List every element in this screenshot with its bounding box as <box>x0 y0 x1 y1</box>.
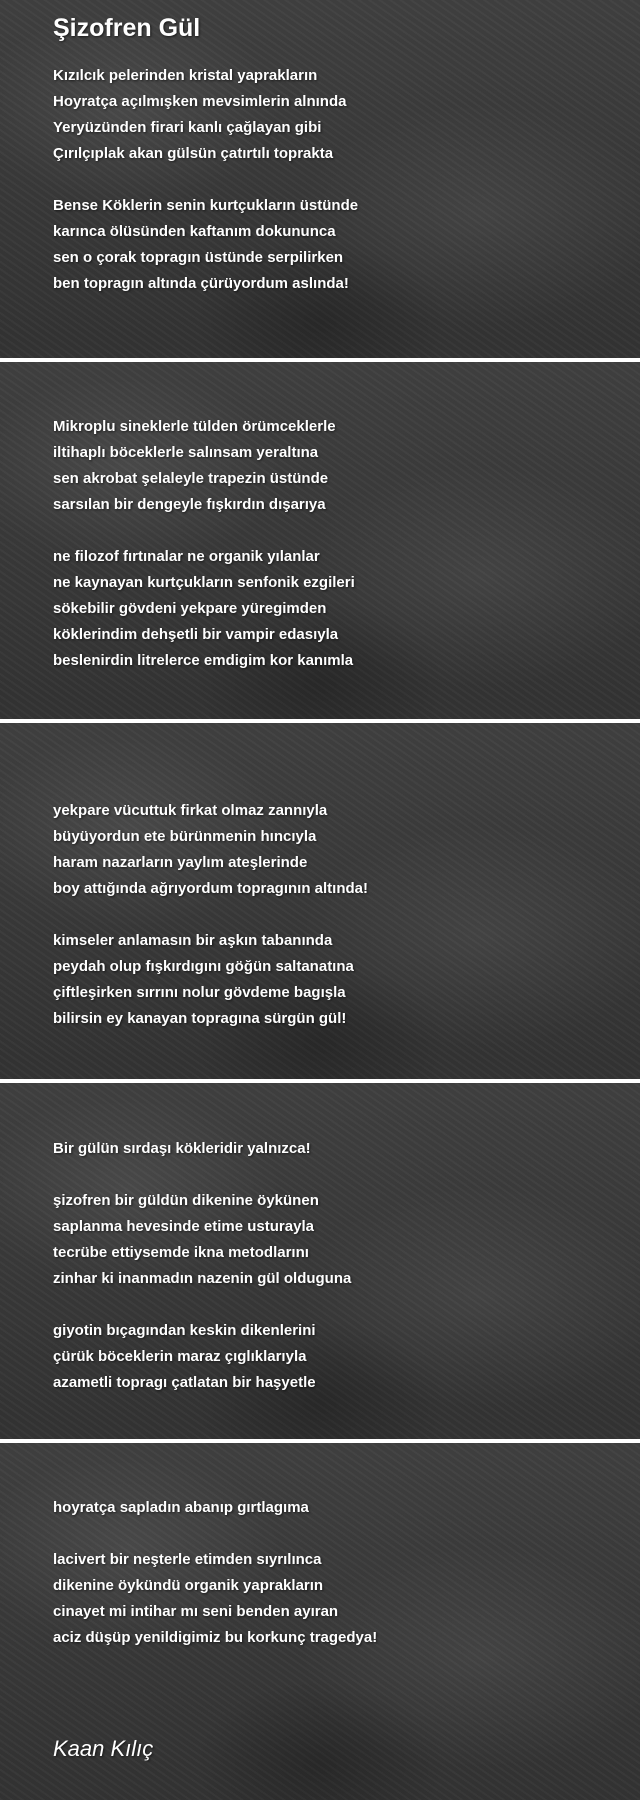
poem-panel-2 <box>0 362 640 719</box>
verses <box>53 63 613 323</box>
poem-panel-3 <box>0 723 640 1079</box>
verse-line: sen akrobat şelaleyle trapezin üstünde <box>53 470 329 487</box>
verse-line: ne kaynayan kurtçukların senfonik ezgileri <box>53 574 355 591</box>
verse-line: cinayet mi intihar mı seni benden ayıran <box>53 1603 339 1620</box>
verse-line: Kızılcık pelerinden kristal yaprakların <box>53 67 318 84</box>
stanza <box>53 1136 613 1162</box>
stanza <box>53 1188 613 1292</box>
verse-line: zinhar ki inanmadın nazenin gül olduguna <box>53 1270 352 1287</box>
verse-line: şizofren bir güldün dikenine öykünen <box>53 1192 319 1209</box>
verses <box>53 414 613 700</box>
verse-line: Mikroplu sineklerle tülden örümceklerle <box>53 418 336 435</box>
verse-line: ben topragın altında çürüyordum aslında! <box>53 275 349 292</box>
stanza <box>53 928 613 1032</box>
poem-panel-5 <box>0 1443 640 1800</box>
verse-line: giyotin bıçagından keskin dikenlerini <box>53 1322 316 1339</box>
verse-line: ne filozof fırtınalar ne organik yılanlar <box>53 548 320 565</box>
verses <box>53 1495 613 1677</box>
stanza <box>53 414 613 518</box>
poem-panel-4 <box>0 1083 640 1439</box>
verse-line: Yeryüzünden firari kanlı çağlayan gibi <box>53 119 322 136</box>
verse-line: sökebilir gövdeni yekpare yüregimden <box>53 600 327 617</box>
poem-panel-1 <box>0 0 640 358</box>
poem-title: Şizofren Gül <box>53 14 201 42</box>
verse-line: Hoyratça açılmışken mevsimlerin alnında <box>53 93 347 110</box>
stanza <box>53 544 613 674</box>
poem-author: Kaan Kılıç <box>53 1736 154 1761</box>
verse-line: lacivert bir neşterle etimden sıyrılınca <box>53 1551 322 1568</box>
verse-line: peydah olup fışkırdıgını göğün saltanatına <box>53 958 354 975</box>
stanza <box>53 798 613 902</box>
stanza <box>53 1495 613 1521</box>
stanza <box>53 193 613 297</box>
verse-line: tecrübe ettiysemde ikna metodlarını <box>53 1244 309 1261</box>
verse-line: köklerindim dehşetli bir vampir edasıyla <box>53 626 339 643</box>
verse-line: beslenirdin litrelerce emdigim kor kanımla <box>53 652 354 669</box>
verse-line: iltihaplı böceklerle salınsam yeraltına <box>53 444 319 461</box>
verse-line: çiftleşirken sırrını nolur gövdeme bagışla <box>53 984 346 1001</box>
verse-line: hoyratça sapladın abanıp gırtlagıma <box>53 1499 309 1516</box>
verse-line: boy attığında ağrıyordum topragının altında! <box>53 880 369 897</box>
verse-line: bilirsin ey kanayan topragına sürgün gül! <box>53 1010 347 1027</box>
verse-line: sen o çorak topragın üstünde serpilirken <box>53 249 344 266</box>
stanza <box>53 1318 613 1396</box>
verse-line: saplanma hevesinde etime usturayla <box>53 1218 314 1235</box>
verse-line: sarsılan bir dengeyle fışkırdın dışarıya <box>53 496 326 513</box>
verse-line: aciz düşüp yenildigimiz bu korkunç tragedya! <box>53 1629 378 1646</box>
verse-line: dikenine öykündü organik yaprakların <box>53 1577 324 1594</box>
verse-line: yekpare vücuttuk firkat olmaz zannıyla <box>53 802 328 819</box>
stanza <box>53 63 613 167</box>
stanza <box>53 1547 613 1651</box>
verse-line: çürük böceklerin maraz çıglıklarıyla <box>53 1348 307 1365</box>
verse-line: kimseler anlamasın bir aşkın tabanında <box>53 932 333 949</box>
verse-line: haram nazarların yaylım ateşlerinde <box>53 854 308 871</box>
verse-line: karınca ölüsünden kaftanım dokununca <box>53 223 336 240</box>
verse-line: azametli topragı çatlatan bir haşyetle <box>53 1374 316 1391</box>
verse-line: Çırılçıplak akan gülsün çatırtılı toprakta <box>53 145 334 162</box>
verses <box>53 1136 613 1422</box>
verses <box>53 798 613 1058</box>
verse-line: Bir gülün sırdaşı kökleridir yalnızca! <box>53 1140 311 1157</box>
verse-line: büyüyordun ete bürünmenin hıncıyla <box>53 828 317 845</box>
verse-line: Bense Köklerin senin kurtçukların üstünde <box>53 197 359 214</box>
